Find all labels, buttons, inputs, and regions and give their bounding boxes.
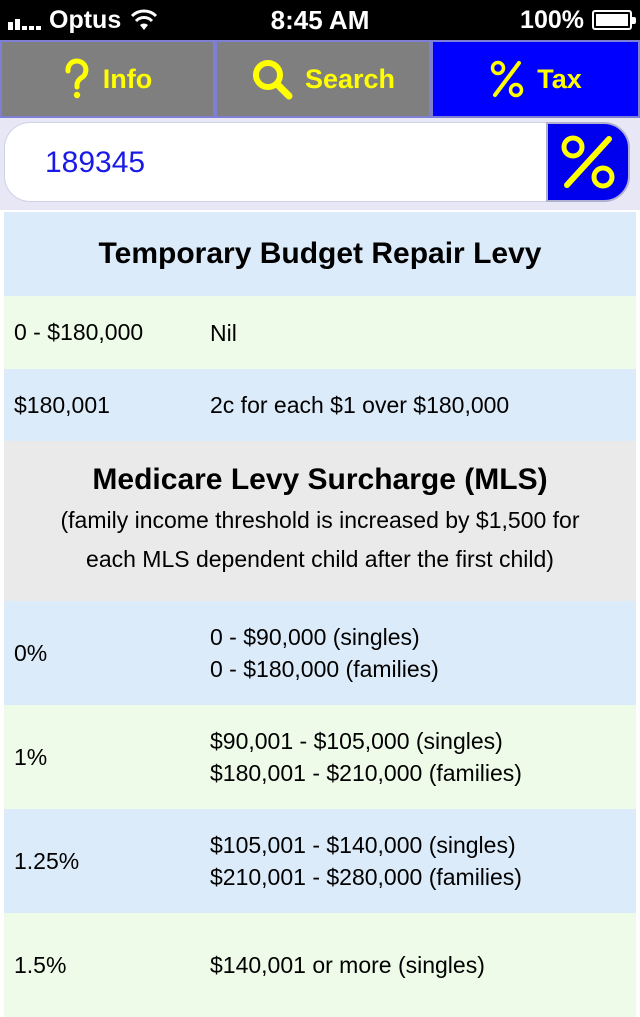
table-row bbox=[4, 601, 636, 705]
note-line: (family income threshold is increased by $1,500 for bbox=[60, 507, 580, 533]
income-input[interactable] bbox=[45, 141, 525, 185]
battery-icon bbox=[592, 10, 632, 30]
tab-search[interactable] bbox=[215, 40, 431, 118]
rate-text: 2c for each $1 over $180,000 bbox=[210, 392, 510, 418]
range-cell: 0 - $180,000 bbox=[14, 319, 144, 345]
rate-cell: 1% bbox=[14, 743, 48, 770]
threshold-cell bbox=[210, 809, 522, 913]
percent-icon bbox=[557, 131, 619, 193]
calculate-button[interactable] bbox=[546, 122, 630, 202]
range-cell: $180,001 bbox=[14, 391, 110, 418]
singles-threshold: $105,001 - $140,000 (singles) bbox=[210, 832, 516, 858]
tax-info-content[interactable] bbox=[4, 210, 636, 978]
percent-icon bbox=[489, 59, 525, 99]
families-threshold: 0 - $180,000 (families) bbox=[210, 656, 439, 682]
tab-search-label: Search bbox=[304, 63, 396, 94]
tab-tax-label: Tax bbox=[537, 63, 582, 94]
magnifier-icon bbox=[251, 58, 293, 100]
families-threshold: $180,001 - $210,000 (families) bbox=[210, 760, 522, 786]
clock: 8:45 AM bbox=[270, 5, 370, 35]
threshold-cell bbox=[210, 705, 522, 809]
threshold-cell bbox=[210, 913, 485, 1017]
rate-cell: 1.5% bbox=[14, 951, 67, 978]
tab-bar bbox=[0, 40, 640, 118]
rate-cell bbox=[210, 369, 509, 441]
medicare-heading bbox=[4, 441, 636, 601]
section-note bbox=[60, 501, 579, 579]
rate-cell: 1.25% bbox=[14, 847, 80, 874]
rate-text: Nil bbox=[210, 319, 237, 346]
tab-info-label: Info bbox=[102, 63, 153, 94]
status-bar bbox=[0, 0, 640, 40]
table-row bbox=[4, 913, 636, 1017]
table-row bbox=[4, 296, 636, 369]
table-row bbox=[4, 809, 636, 913]
families-threshold: $210,001 - $280,000 (families) bbox=[210, 864, 522, 890]
tab-info[interactable] bbox=[0, 40, 215, 118]
table-row bbox=[4, 705, 636, 809]
budget-repair-heading bbox=[4, 212, 636, 296]
battery-info bbox=[520, 4, 632, 36]
singles-threshold: 0 - $90,000 (singles) bbox=[210, 624, 420, 650]
singles-threshold: $90,001 - $105,000 (singles) bbox=[210, 728, 503, 754]
section-title: Temporary Budget Repair Levy bbox=[98, 237, 542, 270]
threshold-cell bbox=[210, 601, 439, 705]
income-input-row bbox=[0, 118, 640, 210]
income-input-container bbox=[4, 122, 554, 202]
rate-cell bbox=[210, 296, 237, 369]
rate-cell: 0% bbox=[14, 639, 48, 666]
table-row bbox=[4, 369, 636, 441]
carrier-name: Optus bbox=[49, 5, 122, 34]
battery-percent: 100% bbox=[520, 5, 584, 34]
question-icon bbox=[63, 59, 91, 99]
section-title: Medicare Levy Surcharge (MLS) bbox=[92, 463, 548, 496]
singles-threshold: $140,001 or more (singles) bbox=[210, 952, 485, 978]
tab-tax[interactable] bbox=[431, 40, 640, 118]
note-line: each MLS dependent child after the first child) bbox=[86, 546, 554, 572]
